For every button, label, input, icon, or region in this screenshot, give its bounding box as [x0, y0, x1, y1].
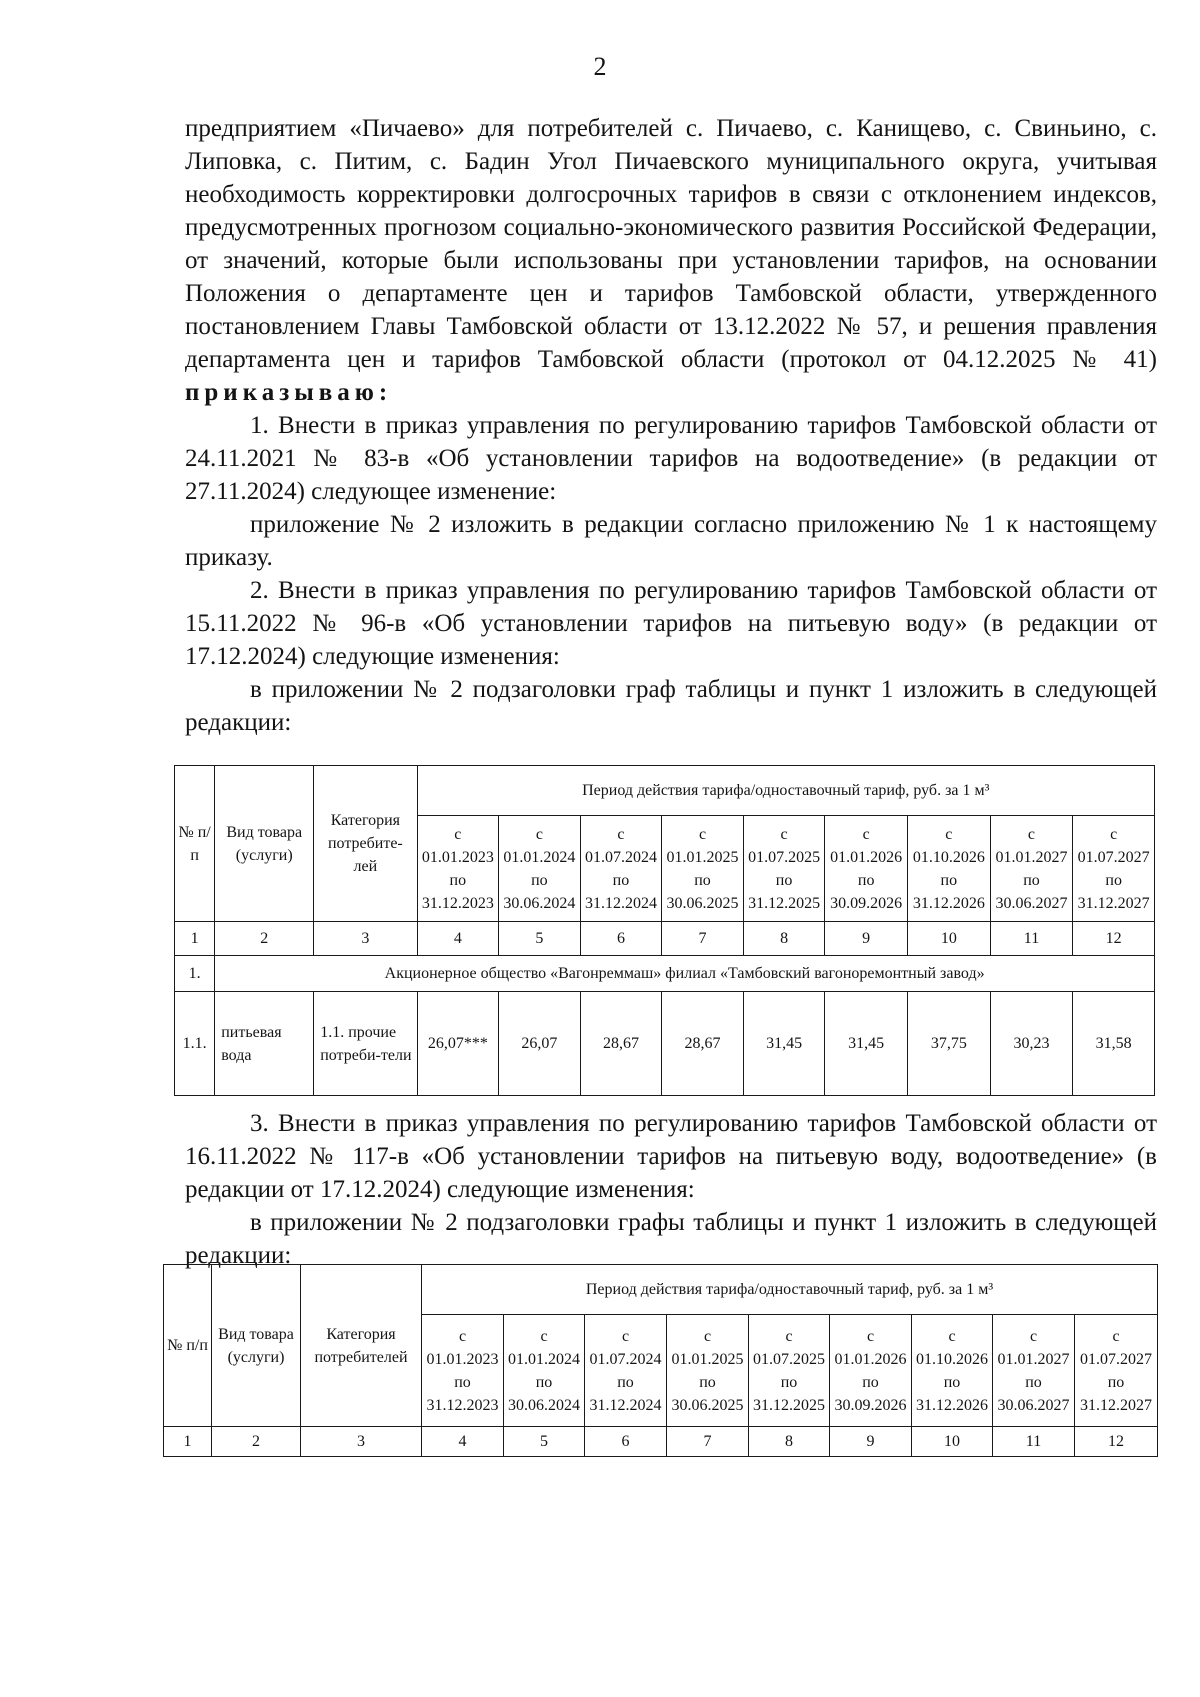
header-period-title: Период действия тарифа/одноставочный тариф, руб. за 1 м³: [417, 766, 1154, 816]
intro-text: предприятием «Пичаево» для потребителей с. Пичаево, с. Канищево, с. Свиньино, с. Липовка, с. Питим, с. Бадин Угол Пичаевского муниципального округа, учитывая необходимость корректировки долгосрочных тарифов в связи с отклонением индексов, предусмотренных прогнозом социально-экономического развития Российской Федерации, от значений, которые были использованы при установлении тарифов, на основании Положения о департаменте цен и тарифов Тамбовской области, утвержденного постановлением Главы Тамбовской области от 13.12.2022 № 57, и решения правления департамента цен и тарифов Тамбовской области (протокол от 04.12.2025 № 41): [185, 115, 1157, 373]
column-number: 3: [301, 1427, 422, 1457]
document-body: [185, 112, 1157, 739]
period-cell: с 01.07.2024 по 31.12.2024: [580, 816, 662, 922]
tariff-value: 31,45: [825, 992, 908, 1096]
column-number: 11: [990, 922, 1073, 956]
column-number: 1: [175, 922, 215, 956]
header-category: Категория потребите-лей: [314, 766, 417, 922]
period-cell: с 01.07.2027 по 31.12.2027: [1075, 1315, 1158, 1427]
column-number-row: [175, 922, 1155, 956]
column-number: 6: [585, 1427, 667, 1457]
period-cell: с 01.01.2025 по 30.06.2025: [662, 816, 744, 922]
order-word: приказываю:: [185, 379, 393, 406]
column-number: 10: [908, 922, 991, 956]
period-cell: с 01.10.2026 по 31.12.2026: [912, 1315, 993, 1427]
tariff-value: 26,07***: [417, 992, 499, 1096]
document-body-continued: [185, 1107, 1157, 1272]
intro-paragraph: [185, 112, 1157, 409]
column-number: 8: [743, 922, 825, 956]
header-goods: Вид товара (услуги): [215, 766, 314, 922]
row-goods: питьевая вода: [215, 992, 314, 1096]
column-number: 4: [417, 922, 499, 956]
item-3: 3. Внести в приказ управления по регулированию тарифов Тамбовской области от 16.11.2022 № 117-в «Об установлении тарифов на питьевую воду, водоотведение» (в редакции от 17.12.2024) следующие изменения:: [185, 1110, 1157, 1203]
column-number: 10: [912, 1427, 993, 1457]
column-number: 8: [749, 1427, 830, 1457]
column-number: 2: [215, 922, 314, 956]
section-num: 1.: [175, 956, 215, 992]
tariff-value: 26,07: [499, 992, 581, 1096]
period-cell: с 01.01.2027 по 30.06.2027: [993, 1315, 1075, 1427]
page-number: 2: [593, 52, 607, 81]
tariff-value: 37,75: [908, 992, 991, 1096]
row-category: 1.1. прочие потреби-тели: [314, 992, 417, 1096]
period-cell: с 01.07.2027 по 31.12.2027: [1073, 816, 1155, 922]
period-cell: с 01.01.2027 по 30.06.2027: [990, 816, 1073, 922]
column-number: 1: [164, 1427, 212, 1457]
column-number: 2: [212, 1427, 301, 1457]
tariff-value: 30,23: [990, 992, 1073, 1096]
column-number: 5: [504, 1427, 585, 1457]
item-3-sub: в приложении № 2 подзаголовки графы таблицы и пункт 1 изложить в следующей редакции:: [185, 1209, 1157, 1269]
item-1: 1. Внести в приказ управления по регулированию тарифов Тамбовской области от 24.11.2021 № 83-в «Об установлении тарифов на водоотведение» (в редакции от 27.11.2024) следующее изменение:: [185, 412, 1157, 505]
tariff-table-1: [174, 765, 1155, 1096]
period-cell: с 01.07.2024 по 31.12.2024: [585, 1315, 667, 1427]
period-cell: с 01.01.2023 по 31.12.2023: [422, 1315, 504, 1427]
tariff-value: 28,67: [580, 992, 662, 1096]
column-number: 4: [422, 1427, 504, 1457]
column-number: 12: [1075, 1427, 1158, 1457]
column-number: 6: [580, 922, 662, 956]
period-cell: с 01.01.2026 по 30.09.2026: [825, 816, 908, 922]
item-2-sub: в приложении № 2 подзаголовки граф таблицы и пункт 1 изложить в следующей редакции:: [185, 676, 1157, 736]
tariff-value: 31,58: [1073, 992, 1155, 1096]
item-1-sub: приложение № 2 изложить в редакции согласно приложению № 1 к настоящему приказу.: [185, 511, 1157, 571]
item-2: 2. Внести в приказ управления по регулированию тарифов Тамбовской области от 15.11.2022 № 96-в «Об установлении тарифов на питьевую воду» (в редакции от 17.12.2024) следующие изменения:: [185, 577, 1157, 670]
period-cell: с 01.01.2023 по 31.12.2023: [417, 816, 499, 922]
table-row: [175, 992, 1155, 1096]
section-title: Акционерное общество «Вагонреммаш» филиал «Тамбовский вагоноремонтный завод»: [215, 956, 1155, 992]
column-number: 7: [662, 922, 744, 956]
header-period-title: Период действия тарифа/одноставочный тариф, руб. за 1 м³: [422, 1265, 1158, 1315]
period-cell: с 01.10.2026 по 31.12.2026: [908, 816, 991, 922]
tariff-value: 28,67: [662, 992, 744, 1096]
header-num: № п/п: [164, 1265, 212, 1427]
period-cell: с 01.01.2024 по 30.06.2024: [504, 1315, 585, 1427]
section-row: [175, 956, 1155, 992]
period-cell: с 01.01.2024 по 30.06.2024: [499, 816, 581, 922]
column-number: 5: [499, 922, 581, 956]
column-number: 3: [314, 922, 417, 956]
period-cell: с 01.07.2025 по 31.12.2025: [743, 816, 825, 922]
column-number: 11: [993, 1427, 1075, 1457]
column-number: 12: [1073, 922, 1155, 956]
column-number: 9: [830, 1427, 912, 1457]
header-category: Категория потребителей: [301, 1265, 422, 1427]
tariff-value: 31,45: [743, 992, 825, 1096]
period-cell: с 01.07.2025 по 31.12.2025: [749, 1315, 830, 1427]
column-number-row: [164, 1427, 1158, 1457]
column-number: 7: [667, 1427, 749, 1457]
column-number: 9: [825, 922, 908, 956]
header-goods: Вид товара (услуги): [212, 1265, 301, 1427]
header-num: № п/п: [175, 766, 215, 922]
period-cell: с 01.01.2025 по 30.06.2025: [667, 1315, 749, 1427]
row-num: 1.1.: [175, 992, 215, 1096]
tariff-table-2: [163, 1264, 1158, 1457]
period-cell: с 01.01.2026 по 30.09.2026: [830, 1315, 912, 1427]
